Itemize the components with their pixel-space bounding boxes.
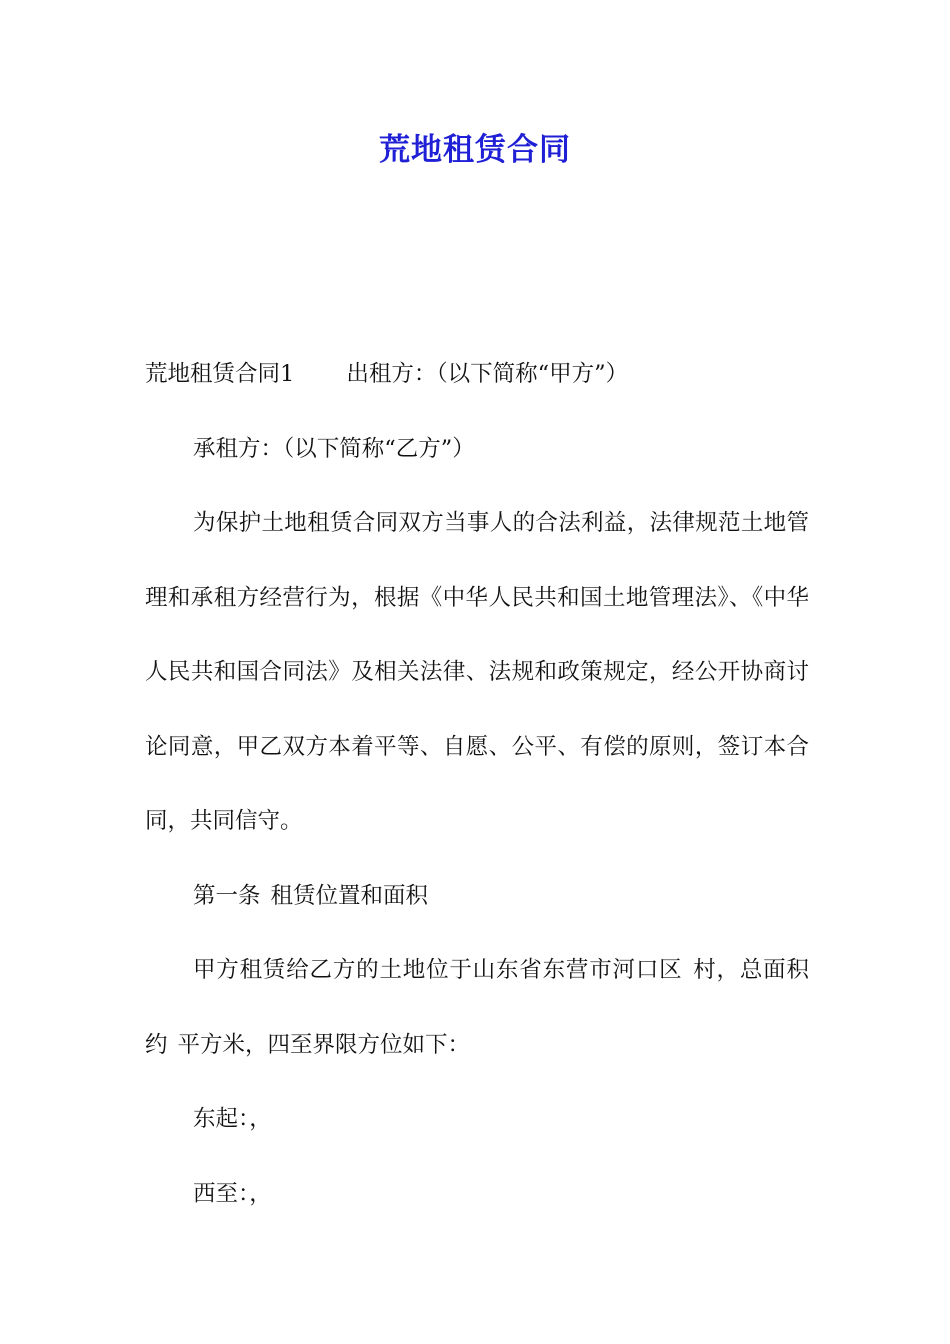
article-1-title: 租赁位置和面积 [270, 882, 429, 909]
contract-number-label: 荒地租赁合同1 [145, 361, 295, 387]
location-text-2: 村，总面积约 [145, 957, 809, 1058]
article-1-heading [145, 859, 809, 934]
boundary-west: 西至：， [193, 1180, 272, 1207]
boundary-east: 东起：， [193, 1106, 272, 1132]
contract-header-line [145, 337, 809, 412]
location-text-1: 甲方租赁给乙方的土地位于山东省东营市河口区 [193, 957, 683, 983]
article-1-number: 第一条 [193, 882, 261, 909]
location-text-3: 平方米，四至界限方位如下： [177, 1031, 471, 1058]
preamble-paragraph: 为保护土地租赁合同双方当事人的合法利益，法律规范土地管理和承租方经营行为，根据《中华人民共和国土地管理法》、《中华人民共和国合同法》及相关法律、法规和政策规定，经公开协商讨论同意，甲乙双方本着平等、自愿、公平、有偿的原则，签订本合同，共同信守。 [145, 510, 809, 834]
document-title: 荒地租赁合同 [379, 132, 571, 168]
location-paragraph [145, 933, 809, 1082]
lessee-label: 承租方：（以下简称“乙方”） [193, 435, 475, 462]
document-body [145, 337, 809, 1231]
lessor-label: 出租方：（以下简称“甲方”） [346, 361, 629, 387]
